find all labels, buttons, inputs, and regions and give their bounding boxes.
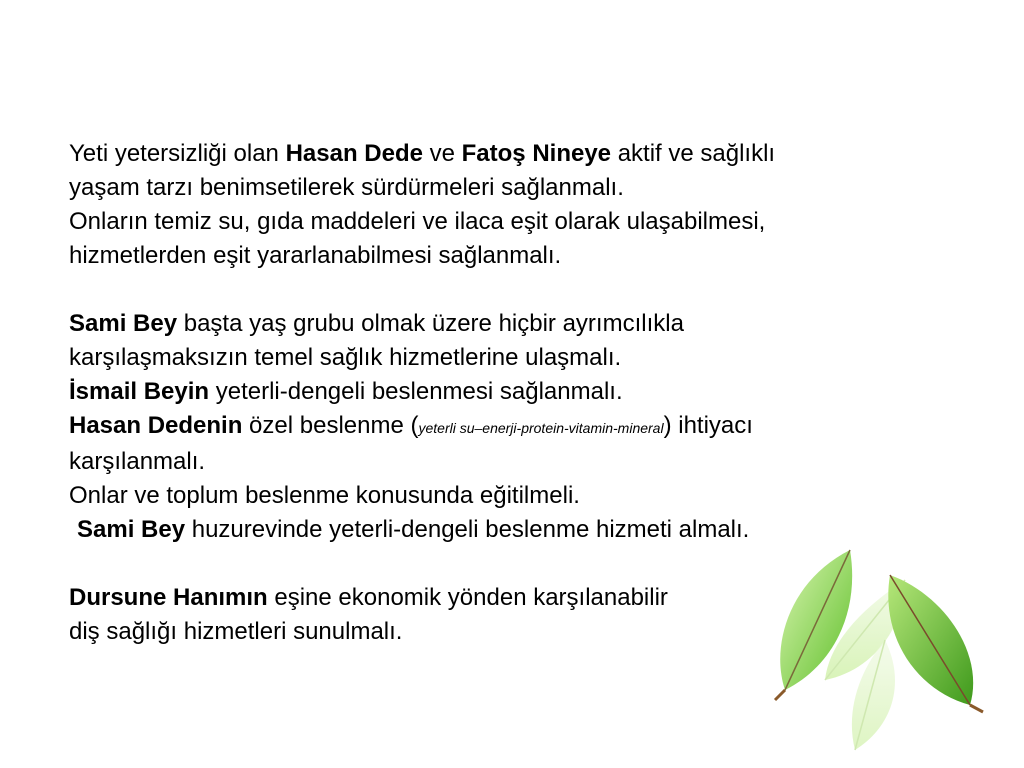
- text-line: [69, 137, 969, 171]
- name-hasan-dede: Hasan Dedenin: [69, 412, 243, 439]
- text-run: özel beslenme (: [242, 412, 419, 439]
- name-ismail-bey: İsmail Beyin: [69, 378, 210, 405]
- text-line: [69, 307, 969, 341]
- name-dursune-hanim: Dursune Hanımın: [69, 584, 268, 611]
- green-leaves-icon: [755, 540, 995, 765]
- text-line: yaşam tarzı benimsetilerek sürdürmeleri sağlanmalı.: [69, 174, 624, 201]
- text-line: diş sağlığı hizmetleri sunulmalı.: [69, 618, 403, 645]
- text-line: [69, 375, 969, 409]
- text-line: karşılaşmaksızın temel sağlık hizmetlerine ulaşmalı.: [69, 344, 622, 371]
- name-fatos-nine: Fatoş Nineye: [461, 140, 612, 167]
- text-run: aktif ve sağlıklı: [611, 140, 776, 167]
- text-run: yeterli-dengeli beslenmesi sağlanmalı.: [209, 378, 623, 405]
- name-hasan-dede: Hasan Dede: [285, 140, 423, 167]
- paragraph-gap: [69, 273, 969, 307]
- text-line: [69, 409, 969, 445]
- text-run: Yeti yetersizliği olan: [69, 140, 286, 167]
- text-line: hizmetlerden eşit yararlanabilmesi sağlanmalı.: [69, 242, 562, 269]
- text-run: eşine ekonomik yönden karşılanabilir: [267, 584, 668, 611]
- text-line: Onlar ve toplum beslenme konusunda eğitilmeli.: [69, 482, 580, 509]
- text-run: huzurevinde yeterli-dengeli beslenme hizmeti almalı.: [185, 516, 750, 543]
- text-line: Onların temiz su, gıda maddeleri ve ilaca eşit olarak ulaşabilmesi,: [69, 208, 766, 235]
- text-run: başta yaş grubu olmak üzere hiçbir ayrımcılıkla: [177, 310, 684, 337]
- name-sami-bey: Sami Bey: [69, 310, 178, 337]
- text-run: ve: [422, 140, 462, 167]
- nutrition-detail: yeterli su–enerji-protein-vitamin-mineral: [418, 420, 664, 436]
- text-run: ) ihtiyacı: [663, 412, 753, 439]
- name-sami-bey: Sami Bey: [77, 516, 186, 543]
- text-line: karşılanmalı.: [69, 448, 206, 475]
